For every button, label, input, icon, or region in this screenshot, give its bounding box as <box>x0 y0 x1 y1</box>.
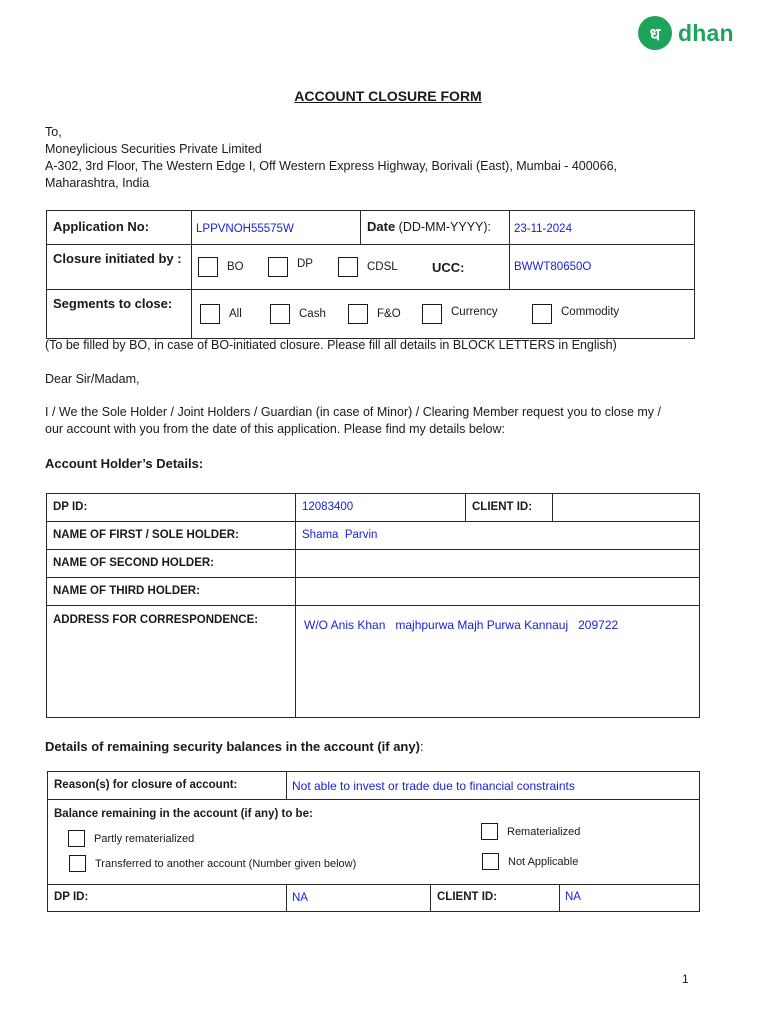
company-name: Moneylicious Securities Private Limited <box>45 142 262 156</box>
closure-bo-label: BO <box>227 261 244 273</box>
third-holder-label: NAME OF THIRD HOLDER: <box>53 585 200 597</box>
application-no-label: Application No: <box>53 219 150 234</box>
segment-fno-checkbox[interactable] <box>348 304 368 324</box>
second-holder-label-cell <box>47 550 296 578</box>
segment-cash-option[interactable] <box>270 304 348 324</box>
bal-client-id-label-cell <box>431 885 560 912</box>
client-id-label-cell <box>466 494 553 522</box>
bal-client-id-label: CLIENT ID: <box>437 891 498 903</box>
block-letters-note: (To be filled by BO, in case of BO-initiated closure. Please fill all details in BLOCK LETTERS in English) <box>45 338 617 352</box>
dhan-logo <box>638 16 734 50</box>
address-block <box>45 124 617 192</box>
date-label: Date <box>367 219 396 234</box>
first-holder-label: NAME OF FIRST / SOLE HOLDER: <box>53 529 239 541</box>
page-number: 1 <box>682 972 689 986</box>
reason-value: Not able to invest or trade due to financial constraints <box>292 779 575 793</box>
closure-options-cell <box>192 245 510 290</box>
not-applicable-label: Not Applicable <box>508 855 579 868</box>
not-applicable-checkbox[interactable] <box>482 853 499 870</box>
application-no-value: LPPVNOH55575W <box>196 223 294 235</box>
date-format: (DD-MM-YYYY): <box>398 220 492 234</box>
dp-id-value-cell <box>296 494 466 522</box>
first-holder-value-cell <box>296 522 700 550</box>
segment-currency-option[interactable] <box>422 304 532 324</box>
dhan-logo-icon: ध <box>638 16 672 50</box>
balance-section-title <box>45 739 424 754</box>
request-line-1: I / We the Sole Holder / Joint Holders / Guardian (in case of Minor) / Clearing Member request you to close my / <box>45 405 662 419</box>
request-paragraph <box>45 404 661 438</box>
segment-fno-label: F&O <box>377 308 401 320</box>
dp-id-label-cell <box>47 494 296 522</box>
reason-value-cell <box>287 772 700 800</box>
segment-all-label: All <box>229 308 242 320</box>
segment-all-option[interactable] <box>200 304 270 324</box>
second-holder-label: NAME OF SECOND HOLDER: <box>53 557 214 569</box>
closure-initiated-label: Closure initiated by : <box>53 251 182 266</box>
header-table <box>46 210 695 339</box>
segments-to-close-label: Segments to close: <box>53 296 173 311</box>
date-value: 23-11-2024 <box>514 223 572 235</box>
first-holder-label-cell <box>47 522 296 550</box>
form-title: ACCOUNT CLOSURE FORM <box>294 88 482 104</box>
address-line-2: Maharashtra, India <box>45 176 150 190</box>
ucc-value: BWWT80650O <box>514 261 592 273</box>
closure-dp-checkbox[interactable] <box>268 257 288 277</box>
segment-cash-label: Cash <box>299 308 326 320</box>
closure-label-cell <box>47 245 192 290</box>
date-value-cell <box>510 211 695 245</box>
segments-label-cell <box>47 290 192 339</box>
closure-dp-option[interactable] <box>268 257 338 277</box>
first-holder-value: Shama Parvin <box>302 529 378 541</box>
transferred-checkbox[interactable] <box>69 855 86 872</box>
segment-commodity-checkbox[interactable] <box>532 304 552 324</box>
dp-id-label: DP ID: <box>53 501 88 513</box>
segment-currency-label: Currency <box>451 306 498 318</box>
client-id-value-cell <box>553 494 700 522</box>
rematerialized-checkbox[interactable] <box>481 823 498 840</box>
closure-cdsl-label: CDSL <box>367 261 398 273</box>
bal-dp-id-label-cell <box>48 885 287 912</box>
address-line-1: A-302, 3rd Floor, The Western Edge I, Off Western Express Highway, Borivali (East), Mumbai - 400066, <box>45 159 618 173</box>
closure-cdsl-option[interactable] <box>338 257 424 277</box>
rematerialized-label: Rematerialized <box>507 825 581 838</box>
partly-remat-option[interactable] <box>68 830 194 847</box>
reason-label: Reason(s) for closure of account: <box>54 779 238 791</box>
partly-remat-label: Partly rematerialized <box>94 832 195 845</box>
closure-bo-checkbox[interactable] <box>198 257 218 277</box>
client-id-label: CLIENT ID: <box>472 501 533 513</box>
balance-section-colon: : <box>419 739 424 754</box>
bal-client-id-value-cell <box>560 885 700 912</box>
segment-currency-checkbox[interactable] <box>422 304 442 324</box>
ucc-label: UCC: <box>432 259 465 275</box>
third-holder-value-cell <box>296 578 700 606</box>
salutation: Dear Sir/Madam, <box>45 372 140 386</box>
rematerialized-option[interactable] <box>481 823 580 840</box>
application-no-value-cell <box>192 211 361 245</box>
reason-label-cell <box>48 772 287 800</box>
third-holder-label-cell <box>47 578 296 606</box>
closure-dp-label: DP <box>297 258 313 270</box>
address-value: W/O Anis Khan majhpurwa Majh Purwa Kannauj 209722 <box>304 618 619 632</box>
bal-dp-id-label: DP ID: <box>54 891 89 903</box>
address-label-cell <box>47 606 296 718</box>
balance-remaining-label: Balance remaining in the account (if any) to be: <box>54 808 313 820</box>
segment-fno-option[interactable] <box>348 304 422 324</box>
transferred-label: Transferred to another account (Number given below) <box>95 857 357 870</box>
ucc-value-cell <box>510 245 695 290</box>
address-to: To, <box>45 125 62 139</box>
bal-client-id-value: NA <box>565 891 581 903</box>
segment-all-checkbox[interactable] <box>200 304 220 324</box>
second-holder-value-cell <box>296 550 700 578</box>
partly-remat-checkbox[interactable] <box>68 830 85 847</box>
not-applicable-option[interactable] <box>482 853 578 870</box>
balance-options-cell <box>48 800 700 885</box>
balance-section-title-text: Details of remaining security balances in the account (if any) <box>45 739 420 754</box>
address-label: ADDRESS FOR CORRESPONDENCE: <box>53 614 259 626</box>
address-value-cell <box>296 606 700 718</box>
segments-options-cell <box>192 290 695 339</box>
bal-dp-id-value: NA <box>292 892 308 904</box>
segment-cash-checkbox[interactable] <box>270 304 290 324</box>
balance-table <box>47 771 700 912</box>
segment-commodity-label: Commodity <box>561 306 620 318</box>
request-line-2: our account with you from the date of this application. Please find my details below: <box>45 422 505 436</box>
segment-commodity-option[interactable] <box>532 304 619 324</box>
bal-dp-id-value-cell <box>287 885 431 912</box>
holder-section-title: Account Holder’s Details: <box>45 456 204 471</box>
holder-table <box>46 493 700 718</box>
application-no-label-cell <box>47 211 192 245</box>
closure-bo-option[interactable] <box>198 257 268 277</box>
transferred-option[interactable] <box>69 855 356 872</box>
closure-cdsl-checkbox[interactable] <box>338 257 358 277</box>
date-label-cell <box>361 211 510 245</box>
dhan-logo-text: dhan <box>678 19 734 46</box>
dp-id-value: 12083400 <box>302 501 354 513</box>
